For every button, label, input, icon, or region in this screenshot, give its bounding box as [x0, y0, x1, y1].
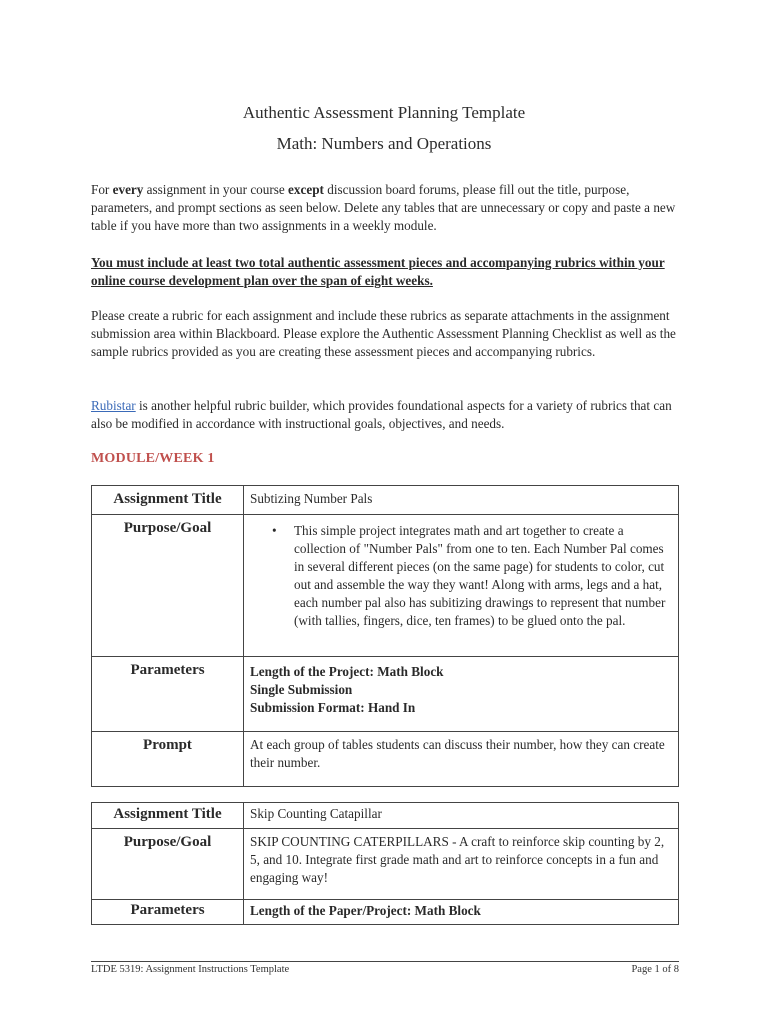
- footer-divider: [91, 961, 679, 962]
- prompt-value: At each group of tables students can discuss their number, how they can create their number.: [244, 732, 679, 787]
- footer-course: LTDE 5319: Assignment Instructions Template: [91, 964, 290, 975]
- assignment-title-value: Skip Counting Catapillar: [244, 803, 679, 829]
- purpose-value: [244, 515, 679, 657]
- parameters-value: Length of the Paper/Project: Math Block: [244, 900, 679, 925]
- table-row: [92, 803, 679, 829]
- assignment-table-2: [91, 802, 679, 925]
- row-label-parameters: Parameters: [92, 900, 244, 925]
- table-row: [92, 732, 679, 787]
- rubistar-link[interactable]: Rubistar: [91, 398, 136, 413]
- table-row: [92, 486, 679, 515]
- purpose-list: [250, 522, 672, 630]
- row-label-parameters: Parameters: [92, 657, 244, 732]
- module-heading: MODULE/WEEK 1: [91, 451, 215, 466]
- table-row: [92, 657, 679, 732]
- intro-paragraph-1: For every assignment in your course except discussion board forums, please fill out the title, purpose, parameters, and prompt sections as seen below. Delete any tables that are unnecessary or copy and paste a new table if you have more than two assignments in a weekly module.: [91, 182, 676, 233]
- table-row: [92, 900, 679, 925]
- page-title: Authentic Assessment Planning Template: [242, 103, 526, 122]
- page-subtitle: Math: Numbers and Operations: [276, 134, 492, 153]
- table-row: [92, 829, 679, 900]
- parameters-value: [244, 657, 679, 732]
- parameter-line: Single Submission: [250, 682, 353, 697]
- table-row: [92, 515, 679, 657]
- parameter-line: Length of the Project: Math Block: [250, 664, 444, 679]
- row-label-title: Assignment Title: [92, 803, 244, 829]
- intro-paragraph-3: Please create a rubric for each assignment and include these rubrics as separate attachments in the assignment submission area within Blackboard. Please explore the Authentic Assessment Planning Checklist as well as the sample rubrics provided as you are creating these assessment pieces and accompanying rubrics.: [91, 308, 676, 359]
- intro-paragraph-4: Rubistar is another helpful rubric builder, which provides foundational aspects for a variety of rubrics that can also be modified in accordance with instructional goals, objectives, and needs.: [91, 398, 672, 431]
- row-label-purpose: Purpose/Goal: [92, 829, 244, 900]
- row-label-prompt: Prompt: [92, 732, 244, 787]
- assignment-title-value: Subtizing Number Pals: [244, 486, 679, 515]
- parameter-line: Submission Format: Hand In: [250, 700, 416, 715]
- requirement-notice: You must include at least two total authentic assessment pieces and accompanying rubrics within your online course development plan over the span of eight weeks.: [91, 255, 665, 288]
- footer-page-number: Page 1 of 8: [631, 964, 679, 975]
- list-item: • This simple project integrates math and art together to create a collection of "Number Pals" from one to ten. Each Number Pal comes in several different pieces (on the same page) for students to color, cut out and assemble the way they want! Along with arms, legs and a hat, each number pal also has subitizing drawings to represent that number (with tallies, fingers, dice, ten frames) to be glued onto the pal.: [294, 522, 672, 630]
- row-label-purpose: Purpose/Goal: [92, 515, 244, 657]
- purpose-value: SKIP COUNTING CATERPILLARS - A craft to reinforce skip counting by 2, 5, and 10. Integrate first grade math and art to reinforce concepts in a fun and engaging way!: [244, 829, 679, 900]
- assignment-table-1: [91, 485, 679, 787]
- row-label-title: Assignment Title: [92, 486, 244, 515]
